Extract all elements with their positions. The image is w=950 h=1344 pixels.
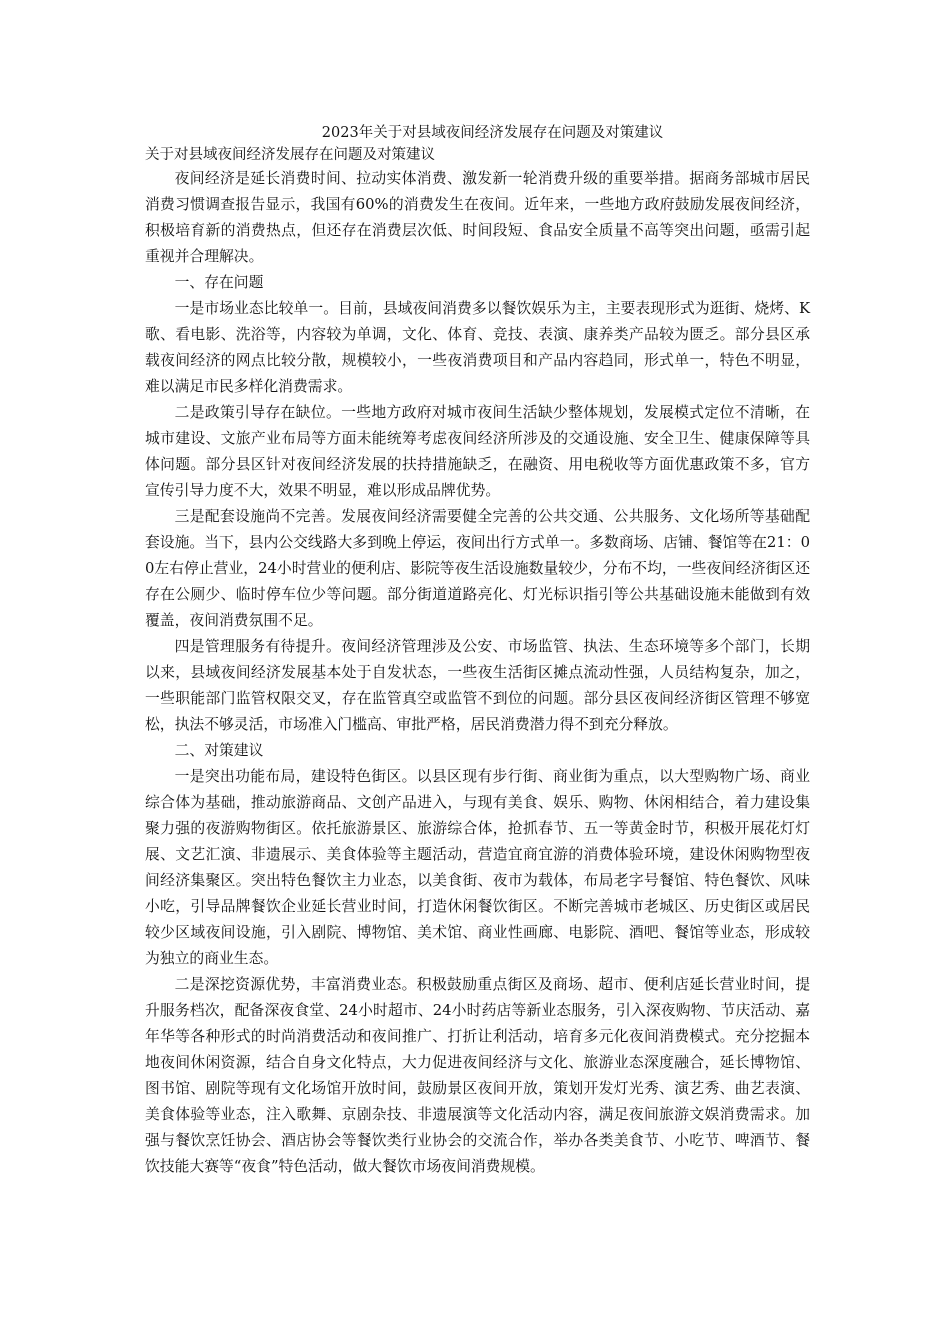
intro-paragraph: 夜间经济是延长消费时间、拉动实体消费、激发新一轮消费升级的重要举措。据商务部城市居民消费习惯调查报告显示，我国有60%的消费发生在夜间。近年来，一些地方政府鼓励发展夜间经济，积极培育新的消费热点，但还存在消费层次低、时间段短、食品安全质量不高等突出问题，亟需引起重视并合理解决。 <box>145 170 810 265</box>
document-page <box>145 122 810 1180</box>
section-heading-problems: 一、存在问题 <box>174 274 264 291</box>
problem-paragraph-1: 一是市场业态比较单一。目前，县域夜间消费多以餐饮娱乐为主，主要表现形式为逛街、烧烤、K歌、看电影、洗浴等，内容较为单调，文化、体育、竞技、表演、康养类产品较为匮乏。部分县区承载夜间经济的网点比较分散，规模较小，一些夜消费项目和产品内容趋同，形式单一，特色不明显，难以满足市民多样化消费需求。 <box>145 300 810 395</box>
section-heading-suggestions: 二、对策建议 <box>174 742 264 759</box>
document-subtitle: 关于对县域夜间经济发展存在问题及对策建议 <box>145 147 435 163</box>
suggestion-paragraph-2: 二是深挖资源优势，丰富消费业态。积极鼓励重点街区及商场、超市、便利店延长营业时间，提升服务档次，配备深夜食堂、24小时超市、24小时药店等新业态服务，引入深夜购物、节庆活动、嘉年华等各种形式的时尚消费活动和夜间推广、打折让利活动，培育多元化夜间消费模式。充分挖掘本地夜间休闲资源，结合自身文化特点，大力促进夜间经济与文化、旅游业态深度融合，延长博物馆、图书馆、剧院等现有文化场馆开放时间，鼓励景区夜间开放，策划开发灯光秀、演艺秀、曲艺表演、美食体验等业态，注入歌舞、京剧杂技、非遗展演等文化活动内容，满足夜间旅游文娱消费需求。加强与餐饮烹饪协会、酒店协会等餐饮类行业协会的交流合作，举办各类美食节、小吃节、啤酒节、餐饮技能大赛等“夜食”特色活动，做大餐饮市场夜间消费规模。 <box>145 976 810 1175</box>
document-title: 2023年关于对县域夜间经济发展存在问题及对策建议 <box>321 125 664 141</box>
problem-paragraph-3: 三是配套设施尚不完善。发展夜间经济需要健全完善的公共交通、公共服务、文化场所等基础配套设施。当下，县内公交线路大多到晚上停运，夜间出行方式单一。多数商场、店铺、餐馆等在21：00左右停止营业，24小时营业的便利店、影院等夜生活设施数量较少，分布不均，一些夜间经济街区还存在公厕少、临时停车位少等问题。部分街道道路亮化、灯光标识指引等公共基础设施未能做到有效覆盖，夜间消费氛围不足。 <box>145 508 810 629</box>
problem-paragraph-4: 四是管理服务有待提升。夜间经济管理涉及公安、市场监管、执法、生态环境等多个部门，长期以来，县域夜间经济发展基本处于自发状态，一些夜生活街区摊点流动性强，人员结构复杂，加之，一些职能部门监管权限交叉，存在监管真空或监管不到位的问题。部分县区夜间经济街区管理不够宽松，执法不够灵活，市场准入门槛高、审批严格，居民消费潜力得不到充分释放。 <box>145 638 810 733</box>
suggestion-paragraph-1: 一是突出功能布局，建设特色街区。以县区现有步行街、商业街为重点，以大型购物广场、商业综合体为基础，推动旅游商品、文创产品进入，与现有美食、娱乐、购物、休闲相结合，着力建设集聚力强的夜游购物街区。依托旅游景区、旅游综合体，抢抓春节、五一等黄金时节，积极开展花灯灯展、文艺汇演、非遗展示、美食体验等主题活动，营造宜商宜游的消费体验环境，建设休闲购物型夜间经济集聚区。突出特色餐饮主力业态，以美食街、夜市为载体，布局老字号餐馆、特色餐饮、风味小吃，引导品牌餐饮企业延长营业时间，打造休闲餐饮街区。不断完善城市老城区、历史街区或居民较少区域夜间设施，引入剧院、博物馆、美术馆、商业性画廊、电影院、酒吧、餐馆等业态，形成较为独立的商业生态。 <box>145 768 810 967</box>
problem-paragraph-2: 二是政策引导存在缺位。一些地方政府对城市夜间生活缺少整体规划，发展模式定位不清晰，在城市建设、文旅产业布局等方面未能统筹考虑夜间经济所涉及的交通设施、安全卫生、健康保障等具体问题。部分县区针对夜间经济发展的扶持措施缺乏，在融资、用电税收等方面优惠政策不多，官方宣传引导力度不大，效果不明显，难以形成品牌优势。 <box>145 404 810 499</box>
